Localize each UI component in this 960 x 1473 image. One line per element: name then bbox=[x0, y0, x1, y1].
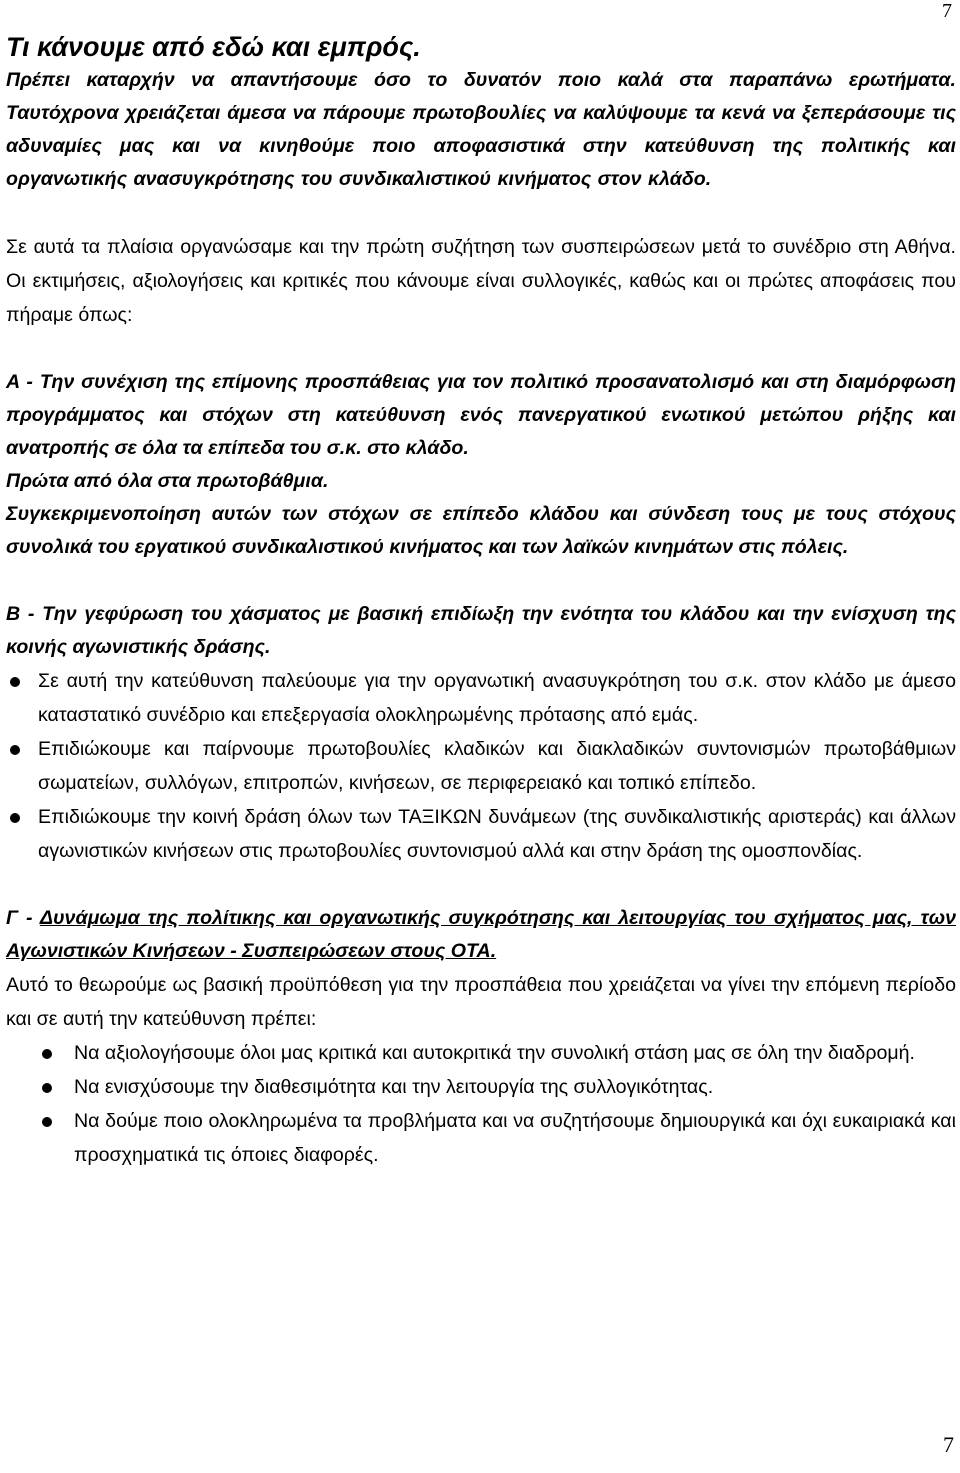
intro-paragraph: Πρέπει καταρχήν να απαντήσουμε όσο το δυνατόν ποιο καλά στα παραπάνω ερωτήματα. Ταυτόχρονα χρειάζεται άμεσα να πάρουμε πρωτοβουλίες να καλύψουμε τα κενά να ξεπεράσουμε τις αδυναμίες μας και να κινηθούμε ποιο αποφασιστικά στην κατεύθυνση της πολιτικής και οργανωτικής ανασυγκρότησης του συνδικαλιστικού κινήματος στον κλάδο. bbox=[6, 69, 956, 190]
list-item: Επιδιώκουμε την κοινή δράση όλων των ΤΑΞΙΚΩΝ δυνάμεων (της συνδικαλιστικής αριστεράς) και άλλων αγωνιστικών κινήσεων στις πρωτοβουλίες συντονισμού αλλά και στην δράση της ομοσπονδίας. bbox=[6, 800, 956, 868]
section-c-title: Γ - Δυνάμωμα της πολίτικης και οργανωτικής συγκρότησης και λειτουργίας του σχήματος μας, των Αγωνιστικών Κινήσεων - Συσπειρώσεων στους ΟΤΑ. bbox=[6, 907, 956, 962]
section-a-paragraph: Α - Την συνέχιση της επίμονης προσπάθειας για τον πολιτικό προσανατολισμό και στη διαμόρφωση προγράμματος και στόχων στη κατεύθυνση ενός πανεργατικού ενωτικού μετώπου ρήξης και ανατροπής σε όλα τα επίπεδα του σ.κ. στο κλάδο. bbox=[6, 371, 956, 459]
document-body bbox=[6, 30, 956, 1172]
section-a-priority: Πρώτα από όλα στα πρωτοβάθμια. bbox=[6, 470, 329, 492]
section-c-paragraph: Αυτό το θεωρούμε ως βασική προϋπόθεση για την προσπάθεια που χρειάζεται να γίνει την επόμενη περίοδο και σε αυτή την κατεύθυνση πρέπει: bbox=[6, 974, 956, 1030]
list-item: Να δούμε ποιο ολοκληρωμένα τα προβλήματα και να συζητήσουμε δημιουργικά και όχι ευκαιριακά και προσχηματικά τις όποιες διαφορές. bbox=[6, 1104, 956, 1172]
list-item: Επιδιώκουμε και παίρνουμε πρωτοβουλίες κλαδικών και διακλαδικών συντονισμών πρωτοβάθμιων σωματείων, συλλόγων, επιτροπών, κινήσεων, σε περιφερειακό και τοπικό επίπεδο. bbox=[6, 732, 956, 800]
section-b-title: Β - Την γεφύρωση του χάσματος με βασική επιδίωξη την ενότητα του κλάδου και την ενίσχυση της κοινής αγωνιστικής δράσης. bbox=[6, 603, 956, 658]
context-paragraph: Σε αυτά τα πλαίσια οργανώσαμε και την πρώτη συζήτηση των συσπειρώσεων μετά το συνέδριο στη Αθήνα. Οι εκτιμήσεις, αξιολογήσεις και κριτικές που κάνουμε είναι συλλογικές, καθώς και οι πρώτες αποφάσεις που πήραμε όπως: bbox=[6, 236, 956, 326]
list-item: Να αξιολογήσουμε όλοι μας κριτικά και αυτοκριτικά την συνολική στάση μας σε όλη την διαδρομή. bbox=[6, 1036, 956, 1070]
bullet-icon bbox=[42, 1117, 52, 1127]
list-item: Να ενισχύσουμε την διαθεσιμότητα και την λειτουργία της συλλογικότητας. bbox=[6, 1070, 956, 1104]
bullet-icon bbox=[10, 745, 20, 755]
bullet-icon bbox=[10, 677, 20, 687]
section-c-list bbox=[6, 1036, 956, 1172]
list-item: Σε αυτή την κατεύθυνση παλεύουμε για την οργανωτική ανασυγκρότηση του σ.κ. στον κλάδο με άμεσο καταστατικό συνέδριο και επεξεργασία ολοκληρωμένης πρότασης από εμάς. bbox=[6, 664, 956, 732]
bullet-icon bbox=[10, 813, 20, 823]
section-heading: Τι κάνουμε από εδώ και εμπρός. bbox=[6, 32, 421, 62]
section-b-list bbox=[6, 664, 956, 868]
bullet-icon bbox=[42, 1083, 52, 1093]
page-number-bottom: 7 bbox=[943, 1432, 954, 1457]
bullet-icon bbox=[42, 1049, 52, 1059]
section-a-goals: Συγκεκριμενοποίηση αυτών των στόχων σε επίπεδο κλάδου και σύνδεση τους με τους στόχους συνολικά του εργατικού συνδικαλιστικού κινήματος και των λαϊκών κινημάτων στις πόλεις. bbox=[6, 503, 956, 558]
page-number-top: 7 bbox=[942, 0, 952, 22]
